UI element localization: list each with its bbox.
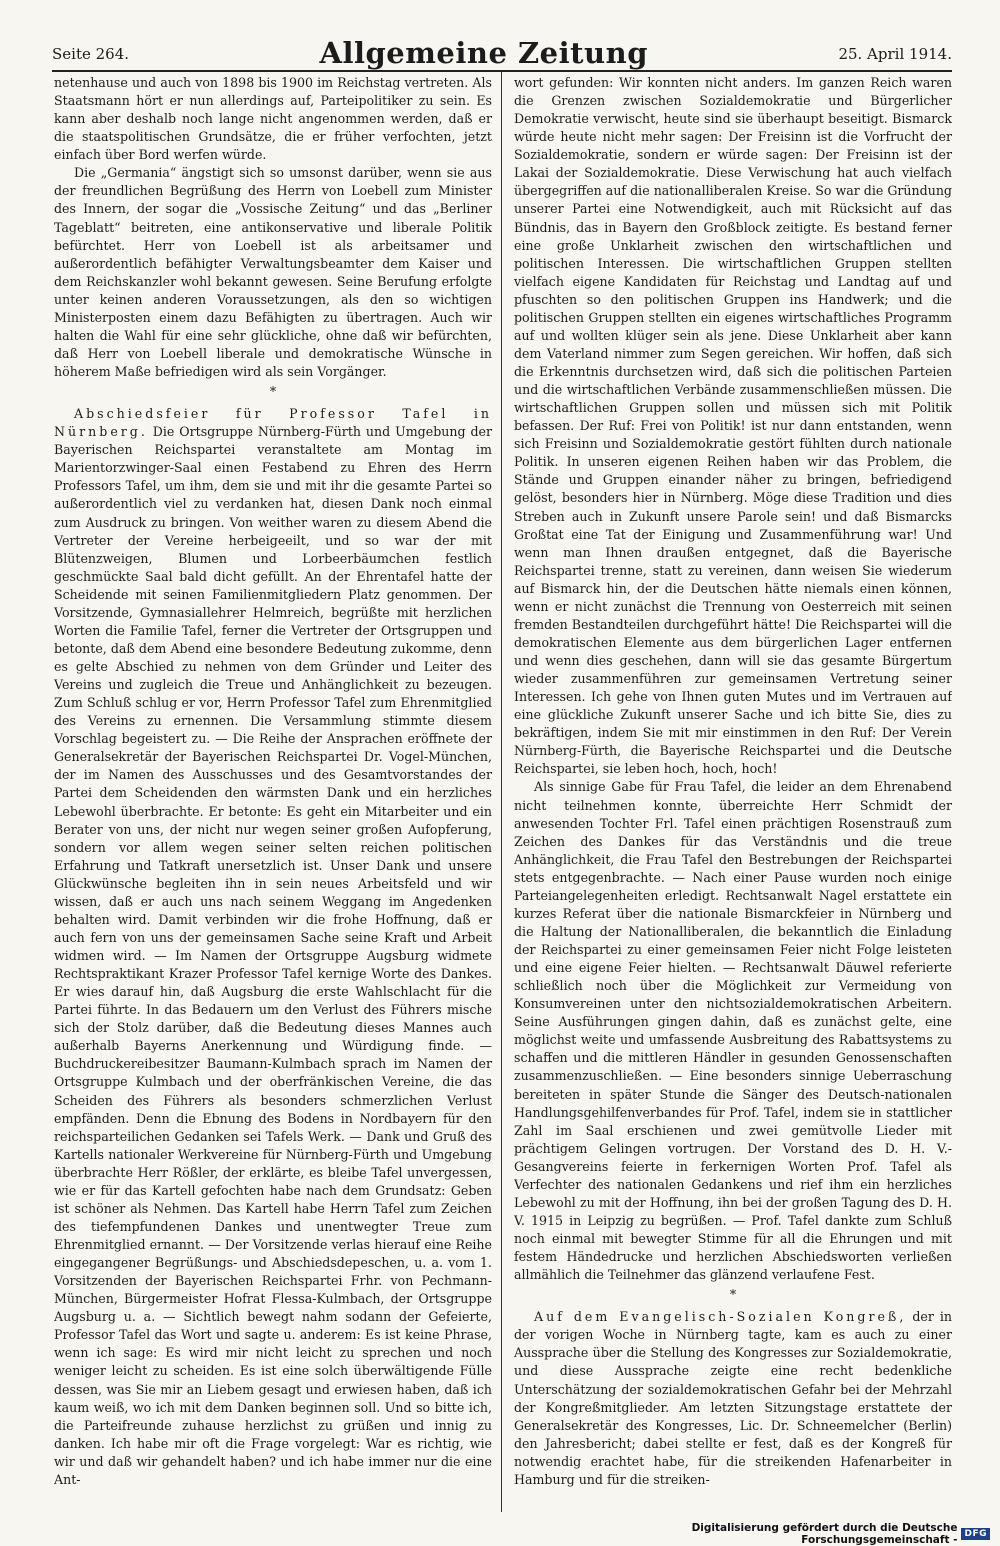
article-germania: Die „Germania“ ängstigt sich so umsonst darüber, wenn sie aus der freundlichen Begrüßung des Herrn von Loebell zum Minister des Innern, der sogar die „Vossische Zeitung“ und das „Berliner Tageblatt“ beitreten, eine antikonservative und liberale Politik befürchtet. Herr von Loebell ist als arbeitsamer und außerordentlich befähigter Verwaltungsbeamter dem Kaiser und dem Reichskanzler wohl bekannt gewesen. Seine Berufung erfolgte unter keinen anderen Voraussetzungen, als den so wichtigen Ministerposten einem dazu Befähigten zu übertragen. Auch wir halten die Wahl für eine sehr glückliche, ohne daß wir befürchten, daß Herr von Loebell liberale und demokratische Wünsche in höherem Maße befriedigen wird als sein Vorgänger. — [54, 165, 492, 379]
column-divider — [501, 72, 502, 1512]
article-gift: Als sinnige Gabe für Frau Tafel, die leider an dem Ehrenabend nicht teilnehmen konnte, überreichte Herr Schmidt der anwesenden Tochter Frl. Tafel einen prächtigen Rosenstrauß zum Zeichen des Dankes für das Verständnis und die treue Anhänglichkeit, die Frau Tafel den Bestrebungen der Reichspartei stets entgegenbrachte. — Nach einer Pause wurden noch einige Parteiangelegenheiten erledigt. Rechtsanwalt Nagel erstattete ein kurzes Referat über die nationale Bismarckfeier in Nürnberg und die Haltung der Nationalliberalen, die bekanntlich die Einladung der Reichspartei zu einer gemeinsamen Feier nicht Folge leisteten und eine eigene Feier hielten. — Rechtsanwalt Däuwel referierte schließlich noch über die Möglichkeit zur Vermeidung von Konsumvereinen unter den nichtsozialdemokratischen Arbeitern. Seine Ausführungen gingen dahin, daß es zunächst gelte, eine möglichst weite und umfassende Ausbreitung des Rabattsystems zu schaffen und die mittleren Händler in gesunden Genossenschaften zusammenzuschließen. — Eine besonders sinnige Ueberraschung bereiteten in später Stunde die Sänger des Deutsch-nationalen Handlungsgehilfenverbandes für Prof. Tafel, indem sie in stattlicher Zahl im Saal erschienen und zwei gemütvolle Lieder mit prächtigem Gelingen vortrugen. Der Vorstand des D. H. V.-Gesangvereins feierte in ferkernigen Worten Prof. Tafel als Verfechter des nationalen Gedankens und rief ihm ein herzliches Lebewohl zu mit der Hoffnung, ihn bei der großen Tagung des D. H. V. 1915 in Leipzig zu begrüßen. — Prof. Tafel dankte zum Schluß noch einmal mit bewegter Stimme für all die Ehrungen und mit festem Händedrucke und herzlichen Abschiedsworten verließen allmählich die Teilnehmer das glänzend verlaufene Fest. — [514, 779, 952, 1283]
newspaper-title: Allgemeine Zeitung — [319, 36, 648, 70]
article-kongress — [514, 1308, 952, 1489]
article-tafel-body: Die Ortsgruppe Nürnberg-Fürth und Umgebung der Bayerischen Reichspartei veranstaltete am Montag im Marientorzwinger-Saal einen Festabend zu Ehren des Herrn Professors Tafel, um ihm, dem sie und mit ihr die gesamte Partei so außerordentlich viel zu verdanken hat, diesen Dank noch einmal zum Ausdruck zu bringen. Von weither waren zu diesem Abend die Vertreter der Vereine herbeigeeilt, und so war der mit Blütenzweigen, Blumen und Lorbeerbäumchen festlich geschmückte Saal bald dicht gefüllt. An der Ehrentafel hatte der Scheidende mit seinen Familienmitgliedern Platz genommen. Der Vorsitzende, Gymnasiallehrer Helmreich, begrüßte mit herzlichen Worten die Familie Tafel, ferner die Vertreter der Ortsgruppen und betonte, daß dem Abend eine besondere Bedeutung zukomme, denn es gelte Abschied zu nehmen von dem Gründer und Leiter des Vereins und zugleich die Treue und Anhänglichkeit zu bezeugen. Zum Schluß schlug er vor, Herrn Professor Tafel zum Ehrenmitglied des Vereins zu ernennen. Die Versammlung stimmte diesem Vorschlag begeistert zu. — Die Reihe der Ansprachen eröffnete der Generalsekretär der Bayerischen Reichspartei Dr. Vogel-München, der im Namen des Ausschusses und des Gesamtvorstandes der Partei dem Scheidenden den wärmsten Dank und ein herzliches Lebewohl überbrachte. Er betonte: Es geht ein Mitarbeiter und ein Berater von uns, der nicht nur wegen seiner großen Aufopferung, sondern vor allem wegen seiner selten reichen politischen Erfahrung und Tatkraft unersetzlich ist. Unser Dank und unsere Glückwünsche begleiten ihn in sein neues Arbeitsfeld und wir wissen, daß er auch uns nach seinem Weggang im Angedenken behalten wird. Damit verbinden wir die frohe Hoffnung, daß er auch fern von uns der gemeinsamen Sache seine Kraft und Arbeit widmen wird. — Im Namen der Ortsgruppe Augsburg widmete Rechtspraktikant Krazer Professor Tafel kernige Worte des Dankes. Er wies darauf hin, daß Augsburg die erste Wahlschlacht für die Partei führte. In das Bedauern um den Verlust des Führers mische sich der Stolz darüber, daß die Bedeutung dieses Mannes auch außerhalb Bayerns Anerkennung und Würdigung finde. — Buchdruckereibesitzer Baumann-Kulmbach sprach im Namen der Ortsgruppe Kulmbach und der oberfränkischen Vereine, die das Scheiden des Führers als besonders schmerzlichen Verlust empfänden. Denn die Ebnung des Bodens in Nordbayern für den reichsparteilichen Gedanken sei Tafels Werk. — Dank und Gruß des Kartells nationaler Werkvereine für Nürnberg-Fürth und Umgebung überbrachte Herr Rößler, der erklärte, es bleibe Tafel unvergessen, wie er für das Kartell gefochten habe nach dem Grundsatz: Geben ist schöner als Nehmen. Das Kartell habe Herrn Tafel zum Zeichen des tiefempfundenen Dankes und unentwegter Treue zum Ehrenmitglied ernannt. — Der Vorsitzende verlas hierauf eine Reihe eingegangener Begrüßungs- und Abschiedsdepeschen, u. a. vom 1. Vorsitzenden der Bayerischen Reichspartei Frhr. von Pechmann-München, Bürgermeister Hofrat Flessa-Kulmbach, der Ortsgruppe Augsburg u. a. — Sichtlich bewegt nahm sodann der Gefeierte, Professor Tafel das Wort und sagte u. anderem: Es ist keine Phrase, wenn ich sage: Es wird mir nicht leicht zu sprechen und noch weniger leicht zu scheiden. Es ist eine solch überwältigende Fülle dessen, was Sie mir an Liebem gesagt und erwiesen haben, daß ich kaum weiß, wo ich mit dem Danken beginnen soll. Und so bitte ich, die Parteifreunde zuhause herzlichst zu grüßen und innig zu danken. Ich habe mir oft die Frage vorgelegt: War es richtig, wie wir und daß wir gehandelt haben? und ich habe immer nur die eine Ant- — [54, 424, 492, 1487]
page-number: Seite 264. — [52, 45, 130, 63]
article-kongress-body: der in der vorigen Woche in Nürnberg tagte, kam es auch zu einer Aussprache über die Stellung des Kongresses zur Sozialdemokratie, und diese Aussprache zeigte eine recht bedenkliche Unterschätzung der sozialdemokratischen Gefahr bei der Mehrzahl der Kongreßmitglieder. Am letzten Sitzungstage erstattete der Generalsekretär des Kongresses, Lic. Dr. Schneemelcher (Berlin) den Jahresbericht; dabei stellte er fest, daß es der Kongreß für notwendig erachtet habe, für die streikenden Hafenarbeiter in Hamburg und für die streiken- — [514, 1309, 952, 1487]
speech-continuation: wort gefunden: Wir konnten nicht anders. Im ganzen Reich waren die Grenzen zwischen Sozialdemokratie und Bürgerlicher Demokratie verwischt, heute sind sie überhaupt beseitigt. Bismarck würde heute nicht mehr sagen: Der Freisinn ist die Vorfrucht der Sozialdemokratie, sondern er würde sagen: Der Freisinn ist der Lakai der Sozialdemokratie. Diese Verwischung hat auch vielfach übergegriffen auf die nationalliberalen Kreise. So war die Gründung unserer Partei eine Notwendigkeit, auch mit Rücksicht auf das Bündnis, das in Bayern den Großblock zeitigte. Es bestand ferner eine große Unklarheit zwischen den wirtschaftlichen und politischen Interessen. Die wirtschaftlichen Gruppen stellten vielfach eigene Kandidaten für Reichstag und Landtag auf und pfuschten so den politischen Gruppen ins Handwerk; und die politischen Gruppen stellten ein eigenes wirtschaftliches Programm auf und wollten klüger sein als jene. Diese Unklarheit aber kann dem Vaterland nimmer zum Segen gereichen. Wir hoffen, daß sich die Erkenntnis durchsetzen wird, daß sich die politischen Parteien und die wirtschaftlichen Verbände zusammenschließen müssen. Die wirtschaftlichen Gruppen sollen und müssen sich mit Politik befassen. Der Ruf: Frei von Politik! ist nur dann entstanden, wenn sich Freisinn und Sozialdemokratie gestört fühlten durch nationale Politik. In unseren eigenen Reihen haben wir das Problem, die Stände und Gruppen einander näher zu bringen, befriedigend gelöst, besonders hier in Nürnberg. Möge diese Tradition und dies Streben auch in Zukunft unsere Parole sein! und daß Bismarcks Großtat eine Tat der Einigung und Zusammenführung war! Und wenn man Ihnen draußen entgegnet, daß die Bayerische Reichspartei trenne, statt zu vereinen, dann weisen Sie wiederum auf Bismarck hin, der die Deutschen hätte niemals einen können, wenn er nicht zunächst die Trennung von Oesterreich mit seinen fremden Bestandteilen durchgeführt hätte! Die Reichspartei will die demokratischen Elemente aus dem bürgerlichen Lager entfernen und wenn dies geschehen, dann will sie das gesamte Bürgertum wieder zusammenführen zur gemeinsamen Vertretung seiner Interessen. Ich gehe von Ihnen guten Mutes und im Vertrauen auf eine glückliche Zukunft unserer Sache und ich bitte Sie, dies zu bekräftigen, indem Sie mit mir einstimmen in den Ruf: Der Verein Nürnberg-Fürth, die Bayerische Reichspartei und die Deutsche Reichspartei, sie leben hoch, hoch, hoch! — [514, 75, 952, 777]
right-column — [514, 74, 952, 1494]
section-separator: * — [729, 1287, 737, 1303]
article-tafel-heading: Abschiedsfeier für Professor Tafel in Nürnberg. — [54, 406, 492, 440]
left-column — [54, 74, 492, 1494]
header-rule — [52, 70, 952, 72]
article-tafel — [54, 405, 492, 1489]
page-header — [52, 32, 952, 68]
article-continuation: netenhause und auch von 1898 bis 1900 im Reichstag vertreten. Als Staatsmann hört er nun allerdings auf, Parteipolitiker zu sein. Es kann aber deshalb noch lange nicht angenommen werden, daß er die staatspolitischen Grundsätze, die er früher verfochten, jetzt einfach über Bord werfen würde. — [54, 75, 492, 163]
digitization-footer — [610, 1522, 990, 1546]
article-kongress-heading: Auf dem Evangelisch-Sozialen Kongreß, — [534, 1309, 907, 1325]
issue-date: 25. April 1914. — [838, 45, 952, 63]
section-separator: * — [269, 384, 277, 400]
dfg-logo: DFG — [961, 1528, 990, 1540]
footer-text: Digitalisierung gefördert durch die Deutsche Forschungsgemeinschaft - — [691, 1522, 958, 1546]
